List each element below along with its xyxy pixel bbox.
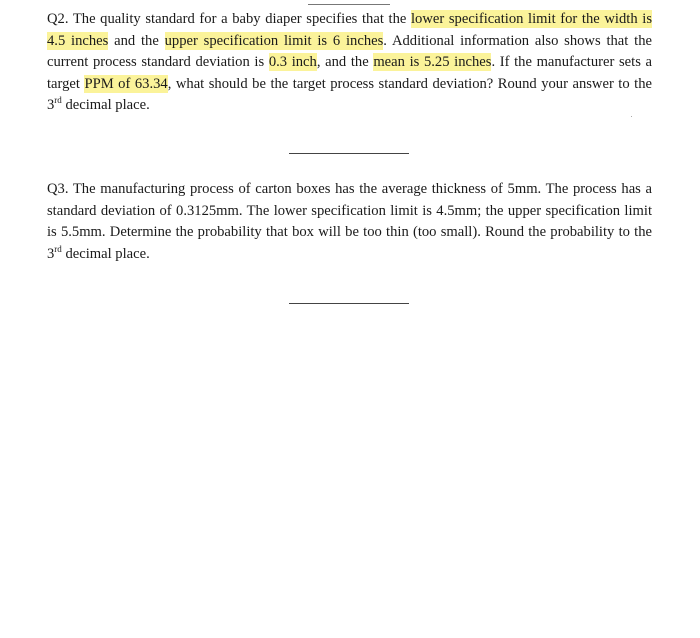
q2-highlight-stdev: 0.3 inch (268, 54, 317, 71)
top-divider (308, 4, 390, 5)
q2-highlight-lsl: lower specification limit for the width is 4.5 inches (47, 11, 653, 49)
q2-text-1: Q2. The quality standard for a baby diaper specifies that the (47, 11, 411, 27)
q2-highlight-ppm: PPM of 63.34 (84, 75, 168, 92)
q3-superscript: rd (54, 243, 62, 254)
q2-highlight-usl: upper specification limit is 6 inches (164, 32, 384, 49)
q2-text-6: , what should be the target process standard deviation? Round your answer to the 3 (47, 75, 652, 114)
answer-line-q3 (289, 303, 409, 304)
answer-line-q2 (289, 153, 409, 154)
q2-highlight-mean: mean is 5.25 inches (373, 54, 492, 71)
q2-text-2: and the (108, 32, 165, 49)
q2-superscript: rd (54, 95, 62, 106)
q3-text-1: Q3. The manufacturing process of carton boxes has the average thickness of 5mm. The process has a standard deviation of 0.3125mm. The lower specification limit is 4.5mm; the upper specification limit is 5.5mm. Determine the probability that box will be too thin (too small). Round the probability to the 3 (47, 181, 652, 262)
q3-text-2: decimal place. (61, 245, 150, 262)
q2-text-5: . If the manufacturer sets a target (47, 54, 653, 92)
q2-text-7: decimal place. (61, 97, 150, 114)
q2-text-4: , and the (316, 54, 374, 71)
stray-dot (631, 116, 632, 117)
question-2 (47, 9, 652, 117)
q2-text-3: . Additional information also shows that the current process standard deviation is (47, 32, 652, 71)
question-3 (47, 179, 652, 265)
